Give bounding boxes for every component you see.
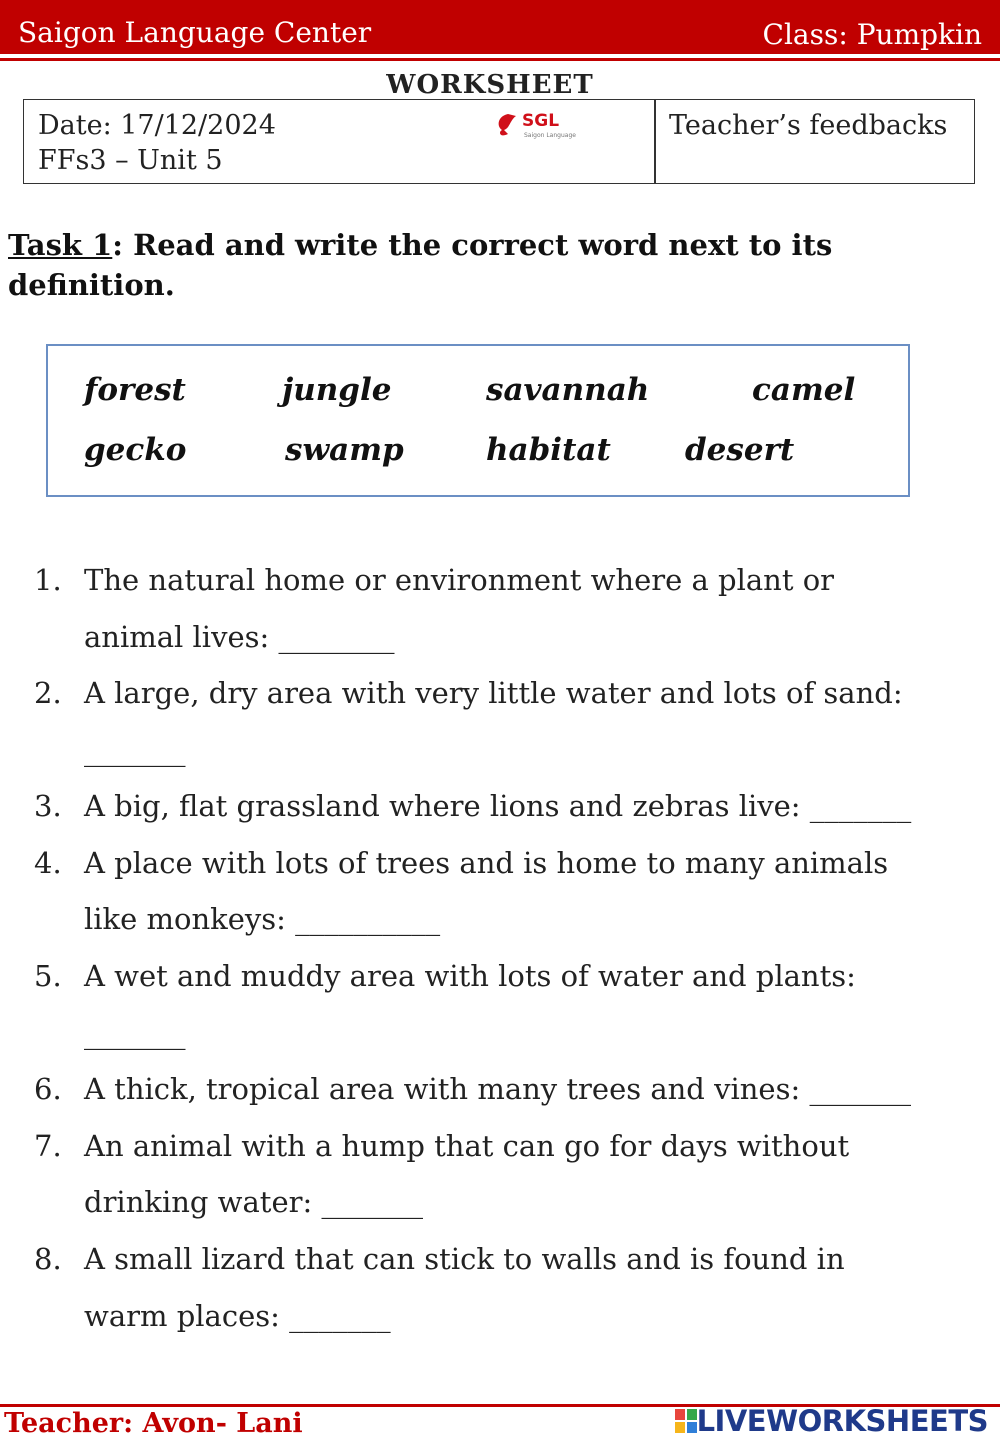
question-number: 5. [34,959,62,993]
liveworksheets-brand [675,1404,988,1438]
center-name: Saigon Language Center [18,16,372,49]
question-text: A place with lots of trees and is home to many animals [84,846,889,880]
worksheet-title: WORKSHEET [386,70,594,100]
logo-text: SGL [522,111,560,131]
task-label: Task 1 [8,228,113,262]
class-label: Class: Pumpkin [762,18,982,51]
question-number: 8. [34,1242,62,1276]
word-bank [46,344,910,497]
info-divider [654,100,656,183]
header-bar [0,0,1000,54]
question-number: 6. [34,1072,62,1106]
word-forest: forest [84,372,186,408]
word-habitat: habitat [486,432,611,468]
task-instruction-line2: definition. [8,268,175,302]
word-jungle: jungle [282,372,392,408]
info-box [23,99,975,184]
word-gecko: gecko [84,432,187,468]
question-text: An animal with a hump that can go for days without [84,1129,850,1163]
question-text: A small lizard that can stick to walls and is found in [84,1242,845,1276]
task-instruction-line1: : Read and write the correct word next to its [112,228,833,262]
question-text: _______ [84,1016,186,1050]
liveworksheets-icon [675,1409,697,1433]
task-instruction [8,225,968,305]
teacher-name: Teacher: Avon- Lani [4,1408,303,1439]
question-number: 2. [34,676,62,710]
question-number: 7. [34,1129,62,1163]
question-text: A wet and muddy area with lots of water and plants: [84,959,856,993]
word-savannah: savannah [486,372,650,408]
question-text: animal lives: ________ [84,620,395,654]
teacher-feedback-label: Teacher’s feedbacks [669,110,948,141]
header-divider [0,58,1000,61]
question-number: 3. [34,789,62,823]
question-text: A big, flat grassland where lions and zebras live: _______ [84,789,912,823]
question-number: 1. [34,563,62,597]
question-text: A large, dry area with very little water and lots of sand: [84,676,903,710]
logo-sub: Saigon Language [524,132,576,139]
unit-text: FFs3 – Unit 5 [38,145,223,176]
question-text: _______ [84,733,186,767]
brand-text: LIVEWORKSHEETS [696,1404,988,1438]
date-text: Date: 17/12/2024 [38,110,276,141]
word-desert: desert [685,432,795,468]
question-text: drinking water: _______ [84,1185,423,1219]
sgl-logo [494,106,594,142]
question-text: like monkeys: __________ [84,902,441,936]
question-text: A thick, tropical area with many trees and vines: _______ [84,1072,911,1106]
question-text: The natural home or environment where a plant or [84,563,835,597]
word-swamp: swamp [285,432,404,468]
question-number: 4. [34,846,62,880]
question-text: warm places: _______ [84,1299,391,1333]
word-camel: camel [752,372,856,408]
